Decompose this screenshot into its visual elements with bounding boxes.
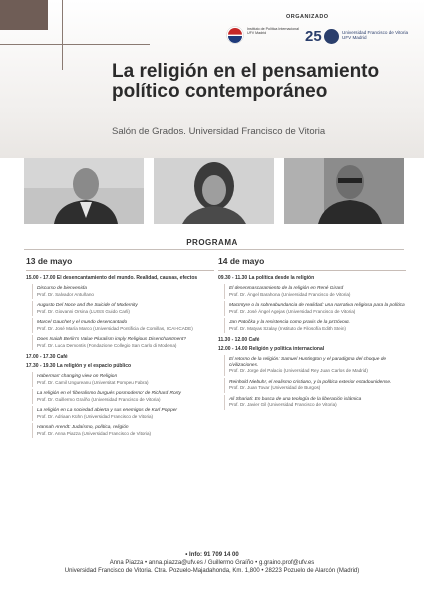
session bbox=[26, 354, 214, 360]
talk bbox=[32, 335, 214, 350]
portrait-photo bbox=[284, 158, 404, 224]
talk-speaker: Prof. Dr. Giovanni Orsina (LUISS Guido Carli) bbox=[37, 308, 130, 314]
day-title: 14 de mayo bbox=[218, 256, 406, 271]
talk-title: Jan Patočka y la resistencia como praxis de la pεττόvoια. bbox=[229, 320, 350, 325]
talk-title: Hannah Arendt: Judaísmo, política, religión bbox=[37, 425, 129, 430]
talk-speaker: Prof. Dr. Salvador Antuñano bbox=[37, 291, 94, 297]
talk-title: Habermas' changing view on Religion bbox=[37, 374, 118, 379]
talk-title: MacIntyre o la sobreabundancia de realidad: una narrativa religiosa para la política bbox=[229, 303, 405, 308]
talk-title: Discurso de bienvenida bbox=[37, 286, 87, 291]
talk-speaker: Prof. Dr. Juan Tovar (Universidad de Burgos) bbox=[229, 385, 321, 391]
decorative-line bbox=[0, 44, 150, 45]
footer bbox=[0, 551, 424, 575]
talk bbox=[224, 395, 406, 410]
day-column bbox=[218, 256, 406, 413]
talk bbox=[224, 378, 406, 393]
speaker-photos bbox=[24, 158, 404, 224]
session bbox=[218, 275, 406, 333]
footer-contacts: Anna Piazza • anna.piazza@ufv.es / Guillermo Graíño • g.graino.prof@ufv.es bbox=[109, 560, 315, 566]
session-heading: 17.00 - 17.30 Café bbox=[26, 353, 68, 360]
day-column bbox=[26, 256, 214, 442]
institute-logo-text: Instituto de Política Internacional UFV Madrid bbox=[247, 27, 299, 36]
talk-title: La religión en La sociedad abierta y sus enemigos de Karl Popper bbox=[37, 408, 177, 413]
talk bbox=[32, 389, 214, 404]
talk-title: El retorno de la religión: Samuel Huntington y el paradigma del choque de civilizaciones. bbox=[229, 357, 387, 368]
session-heading: 12.00 - 14.00 Religión y política internacional bbox=[218, 346, 325, 352]
talk-speaker: Prof. Dr. José María Marco (Universidad Pontificia de Comillas, ICAI-ICADE) bbox=[37, 325, 193, 331]
talk-speaker: Prof. Dr. Jorge del Palacio (Universidad Rey Juan Carlos de Madrid) bbox=[229, 368, 368, 374]
anniversary-number: 25 bbox=[305, 28, 322, 45]
talk-title: El desenmascaramiento de la religión en René Girard bbox=[229, 286, 344, 291]
footer-info: • Info: 91 709 14 00 bbox=[185, 552, 239, 558]
talk bbox=[32, 284, 214, 299]
talk-speaker: Prof. Dr. Adriaan Kühn (Universidad Francisco de Vitoria) bbox=[37, 413, 154, 419]
talk bbox=[32, 318, 214, 333]
divider bbox=[24, 249, 404, 250]
talk-speaker: Prof. Dr. Matyas Szalay (Instituto de Filosofía Edith Stein) bbox=[229, 325, 346, 331]
talk-speaker: Prof. Dr. Guillermo Graíño (Universidad Francisco de Vitoria) bbox=[37, 396, 161, 402]
talk bbox=[224, 355, 406, 376]
institute-logo-icon bbox=[226, 26, 244, 44]
session bbox=[26, 363, 214, 438]
talk-title: Augusto Del Noce and the Suicide of Modernity bbox=[37, 303, 138, 308]
talk-speaker: Prof. Dr. Ángel Barahona (Universidad Francisco de Vitoria) bbox=[229, 291, 351, 297]
session-heading: 11.30 - 12.00 Café bbox=[218, 336, 260, 343]
day-title: 13 de mayo bbox=[26, 256, 214, 271]
talk-speaker: Prof. Dr. Javier Gil (Universidad Francisco de Vitoria) bbox=[229, 402, 337, 408]
talk bbox=[32, 423, 214, 438]
page-title: La religión en el pensamiento político contemporáneo bbox=[112, 61, 380, 102]
portrait-photo bbox=[24, 158, 144, 224]
session-heading: 09.30 - 11.30 La política desde la religión bbox=[218, 275, 315, 281]
talk-title: Marcel Gauchet y el mundo desencantado bbox=[37, 320, 128, 325]
program-heading: PROGRAMA bbox=[186, 238, 238, 247]
talk bbox=[224, 318, 406, 333]
talk-speaker: Prof. Dr. Luca Demontis (Fondazione Collegio San Carlo di Modena) bbox=[37, 342, 177, 348]
talk-title: Does Isaiah Berlin's Value Pluralism imply Religious Disenchantment? bbox=[37, 337, 186, 342]
session-heading: 15.00 - 17.00 El desencantamiento del mundo. Realidad, causas, efectos bbox=[26, 275, 198, 281]
globe-icon bbox=[324, 29, 339, 44]
talk bbox=[32, 406, 214, 421]
portrait-photo bbox=[154, 158, 274, 224]
talk-title: Reinhold Niebuhr, el realismo cristiano, y la política exterior estadounidense. bbox=[229, 379, 392, 385]
ufv-logo bbox=[305, 28, 415, 50]
institute-logo bbox=[226, 26, 306, 48]
ufv-logo-text: Universidad Francisco de Vitoria UFV Madrid bbox=[342, 30, 409, 40]
talk-title: Ali Shariati: En busca de una teología de la liberación islámica bbox=[229, 396, 362, 402]
talk bbox=[32, 301, 214, 316]
talk bbox=[224, 284, 406, 299]
decorative-line bbox=[62, 0, 63, 70]
organizer-label: ORGANIZADO bbox=[286, 14, 329, 20]
session bbox=[26, 275, 214, 350]
session bbox=[218, 346, 406, 410]
talk bbox=[224, 301, 406, 316]
talk bbox=[32, 372, 214, 387]
footer-address: Universidad Francisco de Vitoria. Ctra. Pozuelo-Majadahonda, Km. 1,800 • 28223 Pozuelo de Alarcón (Madrid) bbox=[64, 568, 360, 574]
decorative-corner-block bbox=[0, 0, 48, 30]
session-heading: 17.30 - 19.30 La religión y el espacio público bbox=[26, 363, 132, 369]
talk-speaker: Prof. Dr. José Ángel Agejas (Universidad Francisco de Vitoria) bbox=[229, 308, 356, 314]
page-subtitle: Salón de Grados. Universidad Francisco de Vitoria bbox=[112, 126, 326, 137]
talk-speaker: Prof. Dr. Camil Ungureanu (Universitat Pompeu Fabra) bbox=[37, 379, 149, 385]
talk-speaker: Prof. Dr. Anna Piazza (Universidad Francisco de Vitoria) bbox=[37, 430, 152, 436]
talk-title: La religión en el 'liberalismo burgués posmoderno' de Richard Rorty bbox=[37, 391, 181, 396]
session bbox=[218, 337, 406, 343]
